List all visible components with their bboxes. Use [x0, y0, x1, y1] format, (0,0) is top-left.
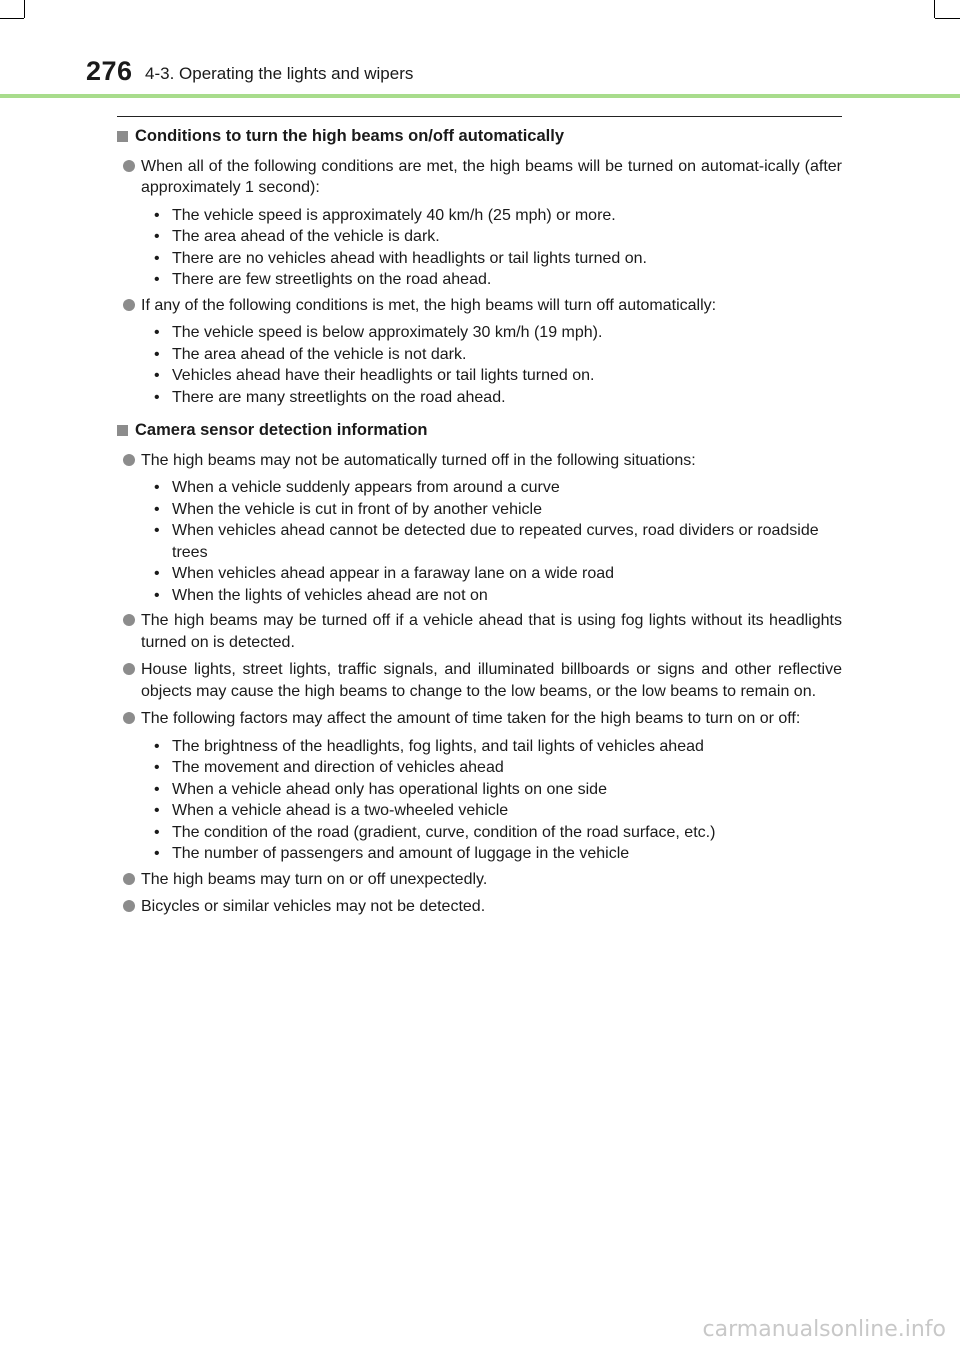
bullet-item	[117, 896, 842, 918]
bullet-text: When all of the following conditions are met, the high beams will be turned on automat-ically (after approximately 1 second):	[141, 157, 842, 196]
sub-list	[117, 736, 842, 865]
sub-list-item	[154, 226, 842, 248]
sub-list-item	[154, 344, 842, 366]
sub-list-item	[154, 779, 842, 801]
header-accent-rule	[0, 94, 960, 98]
content-top-rule	[117, 116, 842, 117]
bullet-block	[117, 708, 842, 865]
circle-bullet-icon	[123, 454, 135, 466]
sub-list	[117, 477, 842, 606]
sub-list-item-text: When vehicles ahead appear in a faraway lane on a wide road	[172, 565, 615, 582]
section-heading-text: Camera sensor detection information	[135, 421, 428, 439]
sub-list-item	[154, 585, 842, 607]
dot-bullet-icon: •	[154, 737, 160, 755]
bullet-text: House lights, street lights, traffic signals, and illuminated billboards or signs and other reflective objects may cause the high beams to change to the low beams, or the low beams to remain on.	[141, 661, 842, 700]
sub-list-item	[154, 477, 842, 499]
dot-bullet-icon: •	[154, 367, 160, 384]
circle-bullet-icon	[123, 160, 135, 172]
sub-list-item-text: The vehicle speed is approximately 40 km/h (25 mph) or more.	[172, 206, 616, 224]
bullet-text: The high beams may be turned off if a vehicle ahead that is using fog lights without its headlights turned on is detected.	[141, 612, 842, 651]
dot-bullet-icon: •	[154, 780, 160, 798]
bullet-block	[117, 869, 842, 891]
dot-bullet-icon: •	[154, 759, 160, 776]
square-bullet-icon	[117, 425, 128, 436]
circle-bullet-icon	[123, 614, 135, 626]
watermark-logo: carmanualsonline.info	[702, 1317, 946, 1342]
dot-bullet-icon: •	[154, 565, 160, 582]
bullet-item	[117, 156, 842, 199]
sub-list-item-text: The condition of the road (gradient, curve, condition of the road surface, etc.)	[172, 823, 716, 841]
dot-bullet-icon: •	[154, 206, 160, 224]
sub-list-item-text: There are few streetlights on the road ahead.	[172, 271, 492, 288]
sub-list-item	[154, 269, 842, 291]
sub-list	[117, 205, 842, 291]
bullet-text: The following factors may affect the amount of time taken for the high beams to turn on or off:	[141, 710, 801, 727]
dot-bullet-icon: •	[154, 249, 160, 267]
dot-bullet-icon: •	[154, 500, 160, 518]
sub-list-item-text: There are many streetlights on the road ahead.	[172, 388, 506, 406]
sub-list-item-text: When vehicles ahead cannot be detected due to repeated curves, road dividers or roadside trees	[172, 522, 819, 561]
sub-list-item-text: When the vehicle is cut in front of by another vehicle	[172, 500, 542, 518]
dot-bullet-icon: •	[154, 479, 160, 496]
section-heading-text: Conditions to turn the high beams on/off automatically	[135, 127, 564, 145]
section-heading	[117, 420, 842, 442]
sub-list-item	[154, 563, 842, 585]
sub-list-item	[154, 800, 842, 822]
bullet-item	[117, 610, 842, 653]
circle-bullet-icon	[123, 873, 135, 885]
dot-bullet-icon: •	[154, 388, 160, 406]
dot-bullet-icon: •	[154, 324, 160, 341]
sub-list-item-text: The vehicle speed is below approximately 30 km/h (19 mph).	[172, 324, 603, 341]
sub-list-item-text: When a vehicle suddenly appears from around a curve	[172, 479, 560, 496]
sub-list-item	[154, 205, 842, 227]
circle-bullet-icon	[123, 900, 135, 912]
sub-list-item-text: The area ahead of the vehicle is not dark.	[172, 345, 467, 363]
sub-list-item	[154, 520, 842, 563]
circle-bullet-icon	[123, 663, 135, 675]
sub-list-item	[154, 365, 842, 387]
bullet-block	[117, 659, 842, 702]
section-title: 4-3. Operating the lights and wipers	[145, 64, 414, 83]
bullet-block	[117, 450, 842, 607]
sub-list-item	[154, 499, 842, 521]
dot-bullet-icon: •	[154, 845, 160, 862]
sub-list-item-text: Vehicles ahead have their headlights or tail lights turned on.	[172, 367, 595, 384]
sub-list-item-text: When the lights of vehicles ahead are not on	[172, 586, 488, 604]
bullet-item	[117, 295, 842, 317]
bullet-text: The high beams may not be automatically turned off in the following situations:	[141, 451, 696, 469]
page-number: 276	[86, 56, 133, 86]
bullet-item	[117, 708, 842, 730]
sub-list-item	[154, 248, 842, 270]
page-header	[0, 0, 960, 100]
bullet-item	[117, 450, 842, 472]
sub-list-item-text: When a vehicle ahead only has operational lights on one side	[172, 780, 607, 798]
sub-list-item-text: When a vehicle ahead is a two-wheeled vehicle	[172, 802, 509, 819]
sub-list-item-text: The area ahead of the vehicle is dark.	[172, 228, 440, 245]
section-heading	[117, 126, 842, 148]
bullet-item	[117, 659, 842, 702]
bullet-block	[117, 295, 842, 409]
dot-bullet-icon: •	[154, 802, 160, 819]
dot-bullet-icon: •	[154, 586, 160, 604]
bullet-block	[117, 610, 842, 653]
page-content	[117, 126, 842, 924]
bullet-text: The high beams may turn on or off unexpectedly.	[141, 870, 488, 888]
bullet-item	[117, 869, 842, 891]
bullet-text: If any of the following conditions is met, the high beams will turn off automatically:	[141, 296, 717, 314]
sub-list-item-text: The movement and direction of vehicles ahead	[172, 759, 504, 776]
dot-bullet-icon: •	[154, 522, 160, 539]
sub-list-item	[154, 843, 842, 865]
circle-bullet-icon	[123, 299, 135, 311]
sub-list-item	[154, 736, 842, 758]
sub-list-item	[154, 387, 842, 409]
sub-list-item	[154, 322, 842, 344]
bullet-block	[117, 896, 842, 918]
bullet-text: Bicycles or similar vehicles may not be detected.	[141, 898, 486, 915]
square-bullet-icon	[117, 131, 128, 142]
sub-list-item-text: There are no vehicles ahead with headlights or tail lights turned on.	[172, 249, 647, 267]
sub-list	[117, 322, 842, 408]
sub-list-item	[154, 757, 842, 779]
circle-bullet-icon	[123, 712, 135, 724]
sub-list-item-text: The number of passengers and amount of luggage in the vehicle	[172, 845, 630, 862]
dot-bullet-icon: •	[154, 823, 160, 841]
dot-bullet-icon: •	[154, 228, 160, 245]
sub-list-item-text: The brightness of the headlights, fog lights, and tail lights of vehicles ahead	[172, 737, 704, 755]
sub-list-item	[154, 822, 842, 844]
dot-bullet-icon: •	[154, 271, 160, 288]
bullet-block	[117, 156, 842, 291]
dot-bullet-icon: •	[154, 345, 160, 363]
